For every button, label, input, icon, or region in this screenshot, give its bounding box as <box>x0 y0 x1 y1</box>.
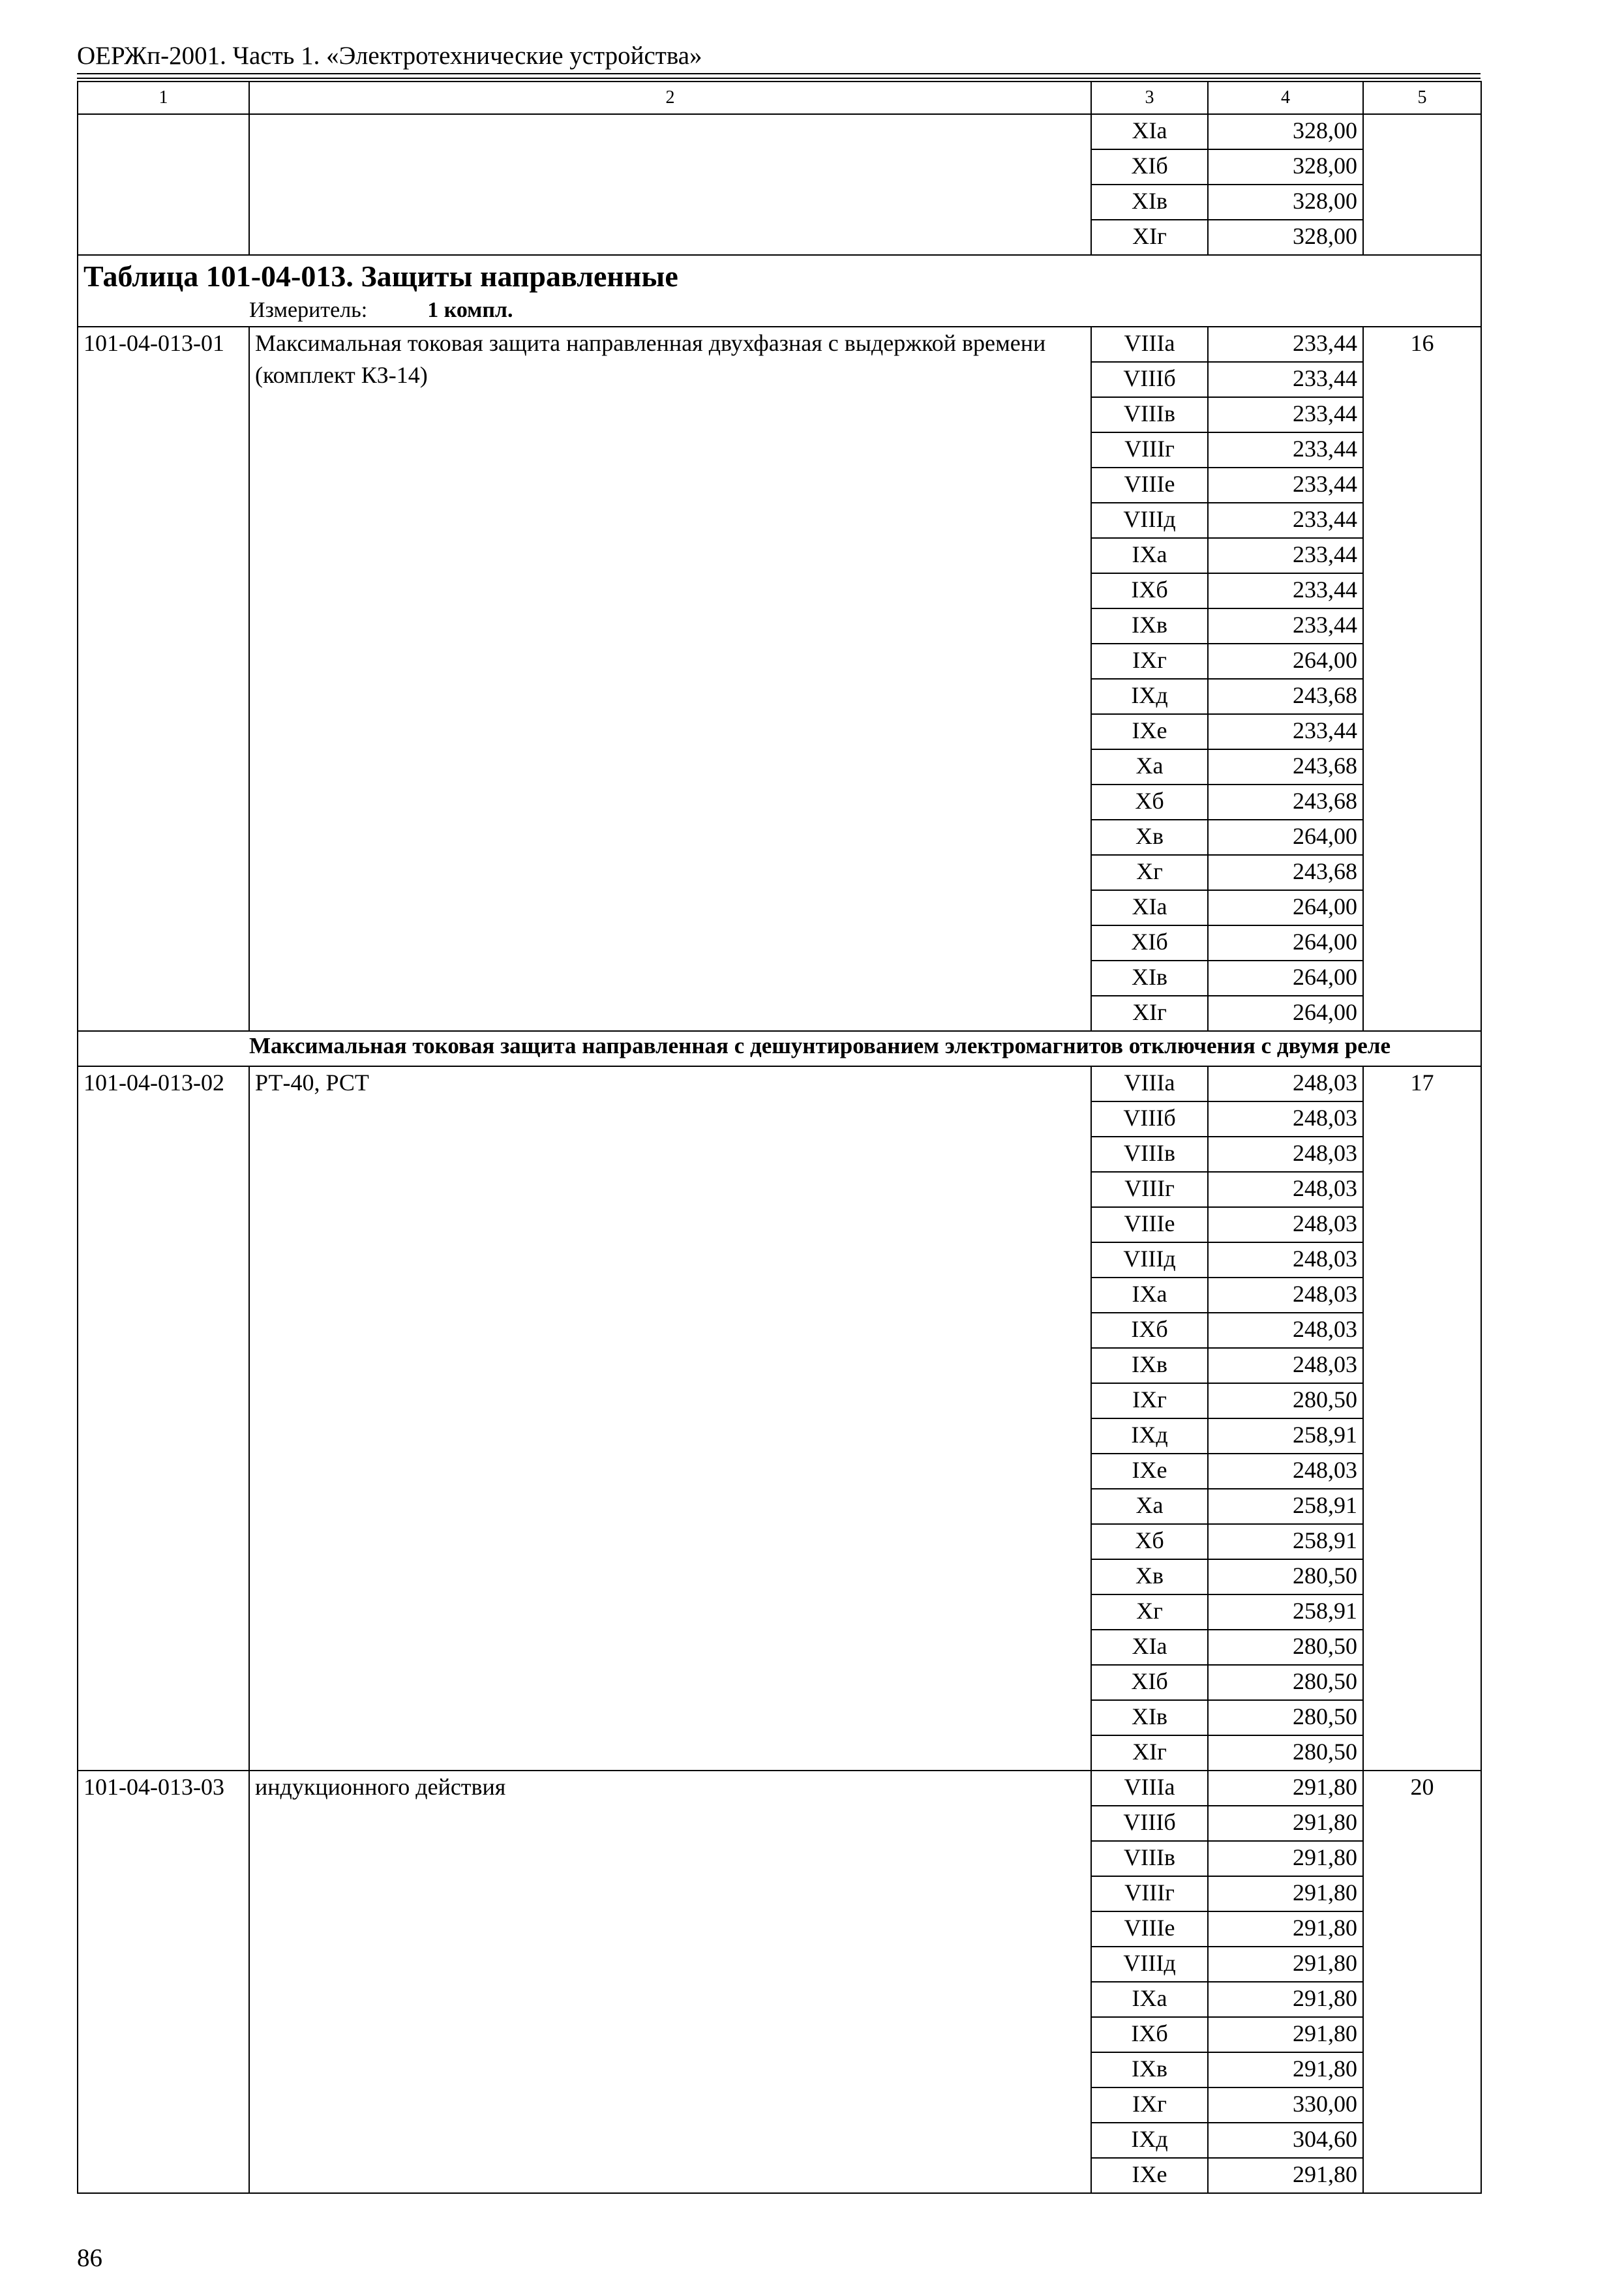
section-row <box>78 1031 1481 1066</box>
zone-cell: VIIIв <box>1091 397 1208 432</box>
zone-cell: VIIIд <box>1091 1947 1208 1982</box>
value-cell: 291,80 <box>1208 1876 1363 1911</box>
value-cell: 258,91 <box>1208 1594 1363 1630</box>
value-cell: 248,03 <box>1208 1066 1363 1101</box>
value-cell: 233,44 <box>1208 432 1363 468</box>
zone-cell: VIIIа <box>1091 1066 1208 1101</box>
zone-cell: IXа <box>1091 538 1208 573</box>
zone-cell: IXв <box>1091 608 1208 644</box>
zone-cell: IXг <box>1091 1383 1208 1418</box>
value-cell: 264,00 <box>1208 644 1363 679</box>
zone-cell: XIв <box>1091 1700 1208 1735</box>
zone-cell: IXб <box>1091 573 1208 608</box>
item-code <box>78 114 249 255</box>
table-row <box>78 327 1481 362</box>
page-number: 86 <box>77 2244 102 2272</box>
zone-cell: VIIIд <box>1091 1242 1208 1278</box>
value-cell: 330,00 <box>1208 2087 1363 2123</box>
meter-unit: 1 компл. <box>427 298 513 322</box>
value-cell: 258,91 <box>1208 1524 1363 1559</box>
value-cell: 328,00 <box>1208 185 1363 220</box>
value-cell: 233,44 <box>1208 397 1363 432</box>
zone-cell: IXв <box>1091 2052 1208 2087</box>
value-cell: 243,68 <box>1208 855 1363 890</box>
value-cell: 264,00 <box>1208 925 1363 961</box>
value-cell: 304,60 <box>1208 2123 1363 2158</box>
item-col5 <box>1363 114 1481 255</box>
column-number-row <box>78 82 1481 114</box>
zone-cell: VIIIд <box>1091 503 1208 538</box>
value-cell: 291,80 <box>1208 2017 1363 2052</box>
rates-table-body <box>78 82 1481 2193</box>
table-row <box>78 1771 1481 1806</box>
zone-cell: XIб <box>1091 149 1208 185</box>
zone-cell: VIIIг <box>1091 1172 1208 1207</box>
zone-cell: VIIIе <box>1091 1207 1208 1242</box>
zone-cell: IXб <box>1091 1313 1208 1348</box>
meter-line <box>83 296 1475 326</box>
value-cell: 248,03 <box>1208 1207 1363 1242</box>
zone-cell: VIIIг <box>1091 1876 1208 1911</box>
zone-cell: VIIIб <box>1091 1101 1208 1137</box>
section-title: Максимальная токовая защита направленная с дешунтированием электромагнитов отключения с двумя реле <box>249 1033 1391 1058</box>
zone-cell: IXе <box>1091 2158 1208 2193</box>
value-cell: 291,80 <box>1208 1806 1363 1841</box>
value-cell: 264,00 <box>1208 961 1363 996</box>
item-code: 101-04-013-03 <box>78 1771 249 2193</box>
value-cell: 291,80 <box>1208 1947 1363 1982</box>
zone-cell: VIIIг <box>1091 432 1208 468</box>
value-cell: 248,03 <box>1208 1313 1363 1348</box>
value-cell: 233,44 <box>1208 468 1363 503</box>
value-cell: 280,50 <box>1208 1630 1363 1665</box>
section-cell <box>78 1031 1481 1066</box>
zone-cell: Xг <box>1091 855 1208 890</box>
zone-cell: XIб <box>1091 1665 1208 1700</box>
value-cell: 233,44 <box>1208 503 1363 538</box>
value-cell: 328,00 <box>1208 220 1363 255</box>
value-cell: 248,03 <box>1208 1137 1363 1172</box>
value-cell: 248,03 <box>1208 1101 1363 1137</box>
value-cell: 264,00 <box>1208 996 1363 1031</box>
rates-table <box>77 81 1482 2194</box>
header-rule-bottom <box>77 78 1481 79</box>
value-cell: 248,03 <box>1208 1454 1363 1489</box>
header-rule-top <box>77 73 1481 74</box>
value-cell: 233,44 <box>1208 608 1363 644</box>
item-code: 101-04-013-02 <box>78 1066 249 1771</box>
value-cell: 248,03 <box>1208 1348 1363 1383</box>
item-description: РТ-40, РСТ <box>249 1066 1091 1771</box>
table-title: Таблица 101-04-013. Защиты направленные <box>83 260 678 293</box>
value-cell: 264,00 <box>1208 820 1363 855</box>
column-number: 1 <box>78 82 249 114</box>
zone-cell: VIIIе <box>1091 468 1208 503</box>
zone-cell: VIIIа <box>1091 327 1208 362</box>
zone-cell: XIв <box>1091 961 1208 996</box>
zone-cell: XIа <box>1091 890 1208 925</box>
value-cell: 280,50 <box>1208 1735 1363 1771</box>
value-cell: 291,80 <box>1208 2158 1363 2193</box>
column-number: 2 <box>249 82 1091 114</box>
column-number: 3 <box>1091 82 1208 114</box>
zone-cell: VIIIб <box>1091 1806 1208 1841</box>
value-cell: 248,03 <box>1208 1278 1363 1313</box>
zone-cell: IXг <box>1091 644 1208 679</box>
zone-cell: Xб <box>1091 785 1208 820</box>
value-cell: 243,68 <box>1208 749 1363 785</box>
zone-cell: IXд <box>1091 2123 1208 2158</box>
value-cell: 248,03 <box>1208 1242 1363 1278</box>
zone-cell: IXе <box>1091 1454 1208 1489</box>
value-cell: 280,50 <box>1208 1700 1363 1735</box>
zone-cell: Xб <box>1091 1524 1208 1559</box>
value-cell: 233,44 <box>1208 714 1363 749</box>
value-cell: 291,80 <box>1208 1771 1363 1806</box>
value-cell: 233,44 <box>1208 538 1363 573</box>
zone-cell: XIб <box>1091 925 1208 961</box>
zone-cell: VIIIе <box>1091 1911 1208 1947</box>
meter-label: Измеритель: <box>249 298 368 322</box>
zone-cell: XIа <box>1091 1630 1208 1665</box>
value-cell: 280,50 <box>1208 1665 1363 1700</box>
zone-cell: Xа <box>1091 749 1208 785</box>
zone-cell: XIг <box>1091 996 1208 1031</box>
table-title-row <box>78 255 1481 327</box>
value-cell: 258,91 <box>1208 1489 1363 1524</box>
zone-cell: IXб <box>1091 2017 1208 2052</box>
table-row <box>78 114 1481 149</box>
value-cell: 258,91 <box>1208 1418 1363 1454</box>
item-description: Максимальная токовая защита направленная двухфазная с выдержкой времени (комплект КЗ-14) <box>249 327 1091 1031</box>
column-number: 4 <box>1208 82 1363 114</box>
table-title-cell <box>78 255 1481 327</box>
item-col5: 17 <box>1363 1066 1481 1771</box>
zone-cell: IXд <box>1091 679 1208 714</box>
item-col5: 16 <box>1363 327 1481 1031</box>
zone-cell: XIг <box>1091 220 1208 255</box>
value-cell: 243,68 <box>1208 679 1363 714</box>
zone-cell: IXе <box>1091 714 1208 749</box>
value-cell: 248,03 <box>1208 1172 1363 1207</box>
value-cell: 328,00 <box>1208 149 1363 185</box>
item-code: 101-04-013-01 <box>78 327 249 1031</box>
zone-cell: XIг <box>1091 1735 1208 1771</box>
item-description <box>249 114 1091 255</box>
value-cell: 328,00 <box>1208 114 1363 149</box>
zone-cell: Xа <box>1091 1489 1208 1524</box>
zone-cell: VIIIв <box>1091 1137 1208 1172</box>
value-cell: 243,68 <box>1208 785 1363 820</box>
item-description: индукционного действия <box>249 1771 1091 2193</box>
zone-cell: IXд <box>1091 1418 1208 1454</box>
zone-cell: VIIIб <box>1091 362 1208 397</box>
zone-cell: IXв <box>1091 1348 1208 1383</box>
table-row <box>78 1066 1481 1101</box>
zone-cell: IXа <box>1091 1982 1208 2017</box>
zone-cell: Xг <box>1091 1594 1208 1630</box>
zone-cell: IXг <box>1091 2087 1208 2123</box>
zone-cell: VIIIв <box>1091 1841 1208 1876</box>
zone-cell: Xв <box>1091 1559 1208 1594</box>
zone-cell: Xв <box>1091 820 1208 855</box>
item-col5: 20 <box>1363 1771 1481 2193</box>
value-cell: 280,50 <box>1208 1559 1363 1594</box>
column-number: 5 <box>1363 82 1481 114</box>
value-cell: 291,80 <box>1208 1841 1363 1876</box>
zone-cell: XIа <box>1091 114 1208 149</box>
zone-cell: IXа <box>1091 1278 1208 1313</box>
zone-cell: XIв <box>1091 185 1208 220</box>
zone-cell: VIIIа <box>1091 1771 1208 1806</box>
value-cell: 291,80 <box>1208 1911 1363 1947</box>
running-header: ОЕРЖп-2001. Часть 1. «Электротехнические устройства» <box>77 42 702 70</box>
value-cell: 280,50 <box>1208 1383 1363 1418</box>
value-cell: 233,44 <box>1208 362 1363 397</box>
value-cell: 233,44 <box>1208 327 1363 362</box>
value-cell: 233,44 <box>1208 573 1363 608</box>
value-cell: 291,80 <box>1208 2052 1363 2087</box>
value-cell: 264,00 <box>1208 890 1363 925</box>
value-cell: 291,80 <box>1208 1982 1363 2017</box>
